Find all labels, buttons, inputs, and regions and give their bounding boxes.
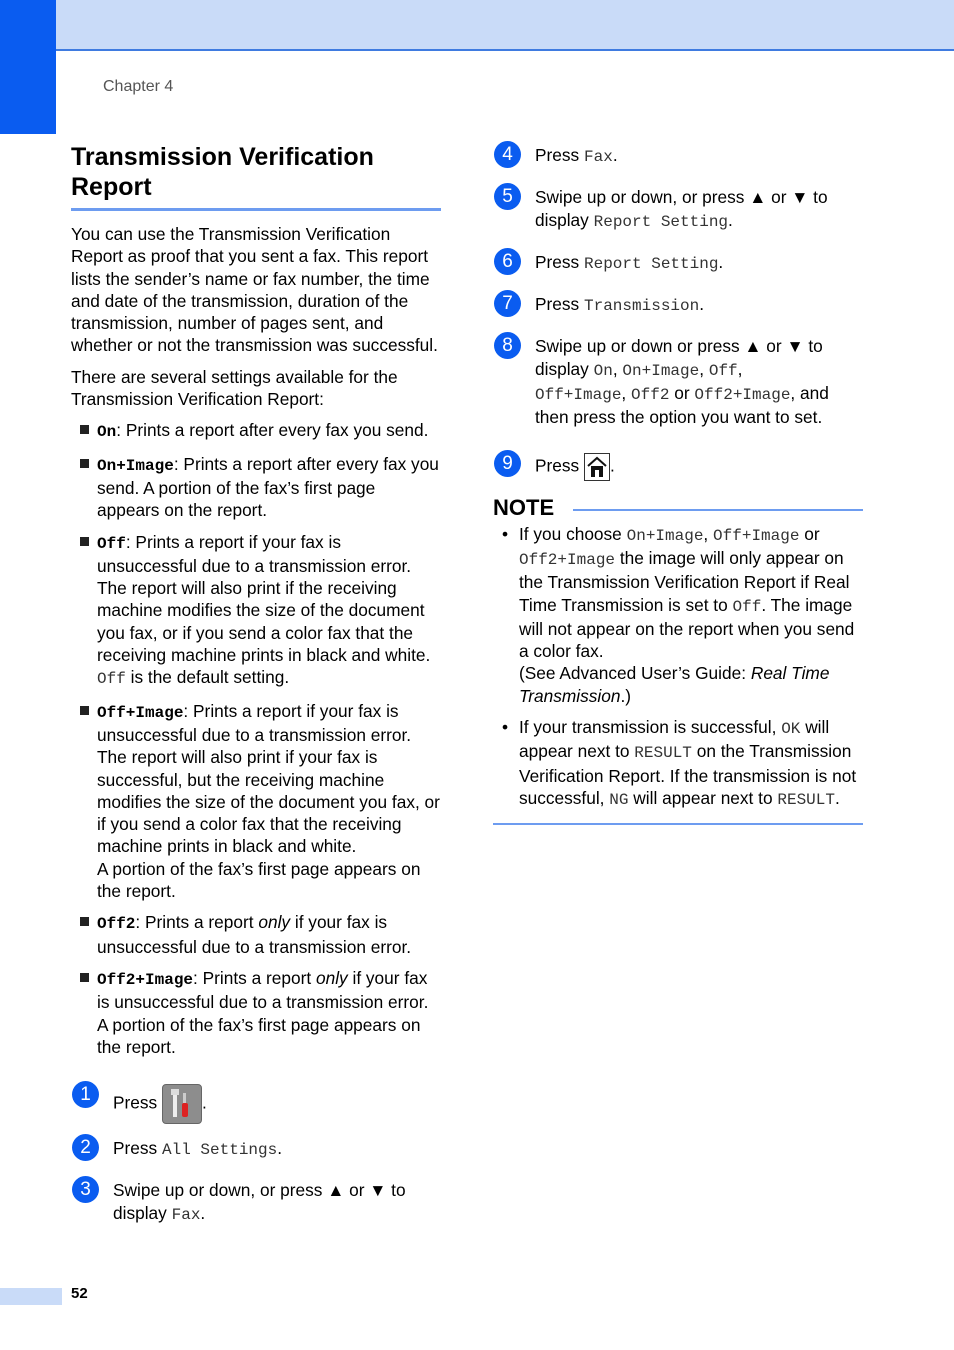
header-band xyxy=(0,0,954,51)
note-end-rule xyxy=(493,823,863,825)
step-number: 2 xyxy=(72,1134,99,1161)
step-3: 3 Swipe up or down, or press ▲ or ▼ to display Fax. xyxy=(71,1179,441,1226)
step-number: 8 xyxy=(494,332,521,359)
right-column xyxy=(493,140,863,825)
page-number-bar xyxy=(0,1288,62,1305)
square-bullet-icon xyxy=(80,706,89,715)
step-number: 6 xyxy=(494,248,521,275)
tools-icon[interactable] xyxy=(162,1084,202,1124)
square-bullet-icon xyxy=(80,425,89,434)
option-off2-image: Off2+Image: Prints a report only if your fax is unsuccessful due to a transmission error. A portion of the fax’s first page appears on the report. xyxy=(71,967,441,1058)
square-bullet-icon xyxy=(80,459,89,468)
option-off: Off: Prints a report if your fax is unsuccessful due to a transmission error. The report will also print if the receiving machine modifies the size of the document you fax, or if you send a color fax that the receiving machine prints in black and white. Off is the default setting. xyxy=(71,531,441,691)
step-8: 8 Swipe up or down or press ▲ or ▼ to display On, On+Image, Off, Off+Image, Off2 or Off2+Image, and then press the option you want to set. xyxy=(493,335,863,428)
note-item: • If your transmission is successful, OK will appear next to RESULT on the Transmission Verification Report. If the transmission is not successful, NG will appear next to RESULT. xyxy=(502,717,857,809)
step-4: 4 Press Fax. xyxy=(493,144,863,168)
square-bullet-icon xyxy=(80,537,89,546)
option-off2: Off2: Prints a report only if your fax is unsuccessful due to a transmission error. xyxy=(71,911,441,958)
step-1: 1 Press . xyxy=(71,1084,441,1124)
note-item: • If you choose On+Image, Off+Image or Off2+Image the image will only appear on the Transmission Verification Report if Real Time Transmission is set to Off. The image will not appear on the report when you send a color fax. (See Advanced User’s Guide: Real Time Transmission.) xyxy=(502,523,855,706)
step-number: 3 xyxy=(72,1176,99,1203)
step-number: 7 xyxy=(494,290,521,317)
option-off-image: Off+Image: Prints a report if your fax is unsuccessful due to a transmission error. The report will also print if your fax is successful, but the receiving machine modifies the size of the document you fax, or if you send a color fax that the receiving machine prints in black and white. A portion of the fax’s first page appears on the report. xyxy=(71,700,441,903)
note-list xyxy=(493,523,863,812)
options-list xyxy=(71,419,441,1058)
page-number: 52 xyxy=(71,1285,88,1302)
chapter-label: Chapter 4 xyxy=(103,78,174,95)
step-7: 7 Press Transmission. xyxy=(493,293,863,317)
note-title: NOTE xyxy=(493,495,568,521)
settings-intro: There are several settings available for the Transmission Verification Report: xyxy=(71,366,398,410)
note-rule xyxy=(573,509,863,511)
step-number: 9 xyxy=(494,450,521,477)
step-5: 5 Swipe up or down, or press ▲ or ▼ to display Report Setting. xyxy=(493,186,863,233)
step-number: 5 xyxy=(494,183,521,210)
option-on: On: Prints a report after every fax you send. xyxy=(71,419,441,443)
step-number: 1 xyxy=(72,1081,99,1108)
square-bullet-icon xyxy=(80,917,89,926)
step-2: 2 Press All Settings. xyxy=(71,1137,441,1161)
square-bullet-icon xyxy=(80,973,89,982)
option-on-image: On+Image: Prints a report after every fax you send. A portion of the fax’s first page appears on the report. xyxy=(71,453,441,522)
intro-paragraph: You can use the Transmission Verification Report as proof that you sent a fax. This report lists the sender’s name or fax number, the time and date of the transmission, duration of the transmission, number of pages sent, and whether or not the transmission was successful. xyxy=(71,224,438,356)
section-title: Transmission Verification Report xyxy=(71,142,441,211)
chapter-tab xyxy=(0,0,56,134)
step-9: 9 Press . xyxy=(493,453,863,481)
step-6: 6 Press Report Setting. xyxy=(493,251,863,275)
note-header xyxy=(493,495,863,523)
home-icon[interactable] xyxy=(584,453,610,481)
left-column xyxy=(71,142,441,1226)
step-number: 4 xyxy=(494,141,521,168)
